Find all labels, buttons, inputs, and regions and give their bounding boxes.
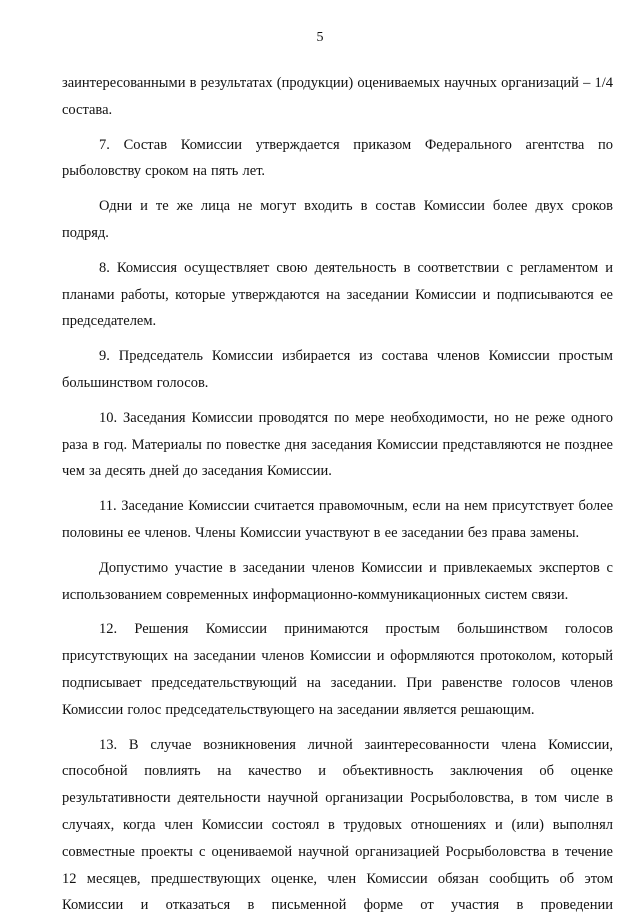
paragraph-item-7: 7. Состав Комиссии утверждается приказом Федерального агентства по рыболовству сроком на пять лет. [62, 136, 613, 180]
paragraph-item-8: 8. Комиссия осуществляет свою деятельность в соответствии с регламентом и планами работы, которые утверждаются на заседании Комиссии и подписываются ее председателем. [62, 259, 613, 330]
paragraph-item-10: 10. Заседания Комиссии проводятся по мере необходимости, но не реже одного раза в год. Материалы по повестке дня заседания Комиссии представляются не позднее чем за десять дней до заседания Комиссии. [62, 409, 613, 480]
document-body [62, 70, 613, 919]
paragraph-continuation: заинтересованными в результатах (продукции) оцениваемых научных организаций – 1/4 состава. [62, 75, 613, 118]
page-number: 5 [316, 30, 324, 45]
paragraph-item-9: 9. Председатель Комиссии избирается из состава членов Комиссии простым большинством голосов. [62, 348, 613, 391]
paragraph-item-12: 12. Решения Комиссии принимаются простым большинством голосов присутствующих на заседании членов Комиссии и оформляются протоколом, который подписывает председательствующий на заседании. При равенстве голосов членов Комиссии голос председательствующего на заседании является решающим. [62, 621, 613, 718]
paragraph-item-11: 11. Заседание Комиссии считается правомочным, если на нем присутствует более половины ее членов. Члены Комиссии участвуют в ее заседании без права замены. [62, 498, 613, 541]
paragraph-remote-participation: Допустимо участие в заседании членов Комиссии и привлекаемых экспертов с использованием современных информационно-коммуникационных систем связи. [62, 559, 613, 603]
paragraph-item-13: 13. В случае возникновения личной заинтересованности члена Комиссии, способной повлиять на качество и объективность заключения об оценке результативности деятельности научной организации Росрыболовства, в том числе в случаях, когда член Комиссии состоял в трудовых отношениях и (или) выполнял совместные проекты с оцениваемой научной организацией Росрыболовства в течение 12 месяцев, предшествующих оценке, член Комиссии обязан сообщить об этом Комиссии и отказаться в письменной форме от участия в проведении [62, 736, 613, 914]
paragraph-term-limit: Одни и те же лица не могут входить в состав Комиссии более двух сроков подряд. [62, 198, 613, 241]
